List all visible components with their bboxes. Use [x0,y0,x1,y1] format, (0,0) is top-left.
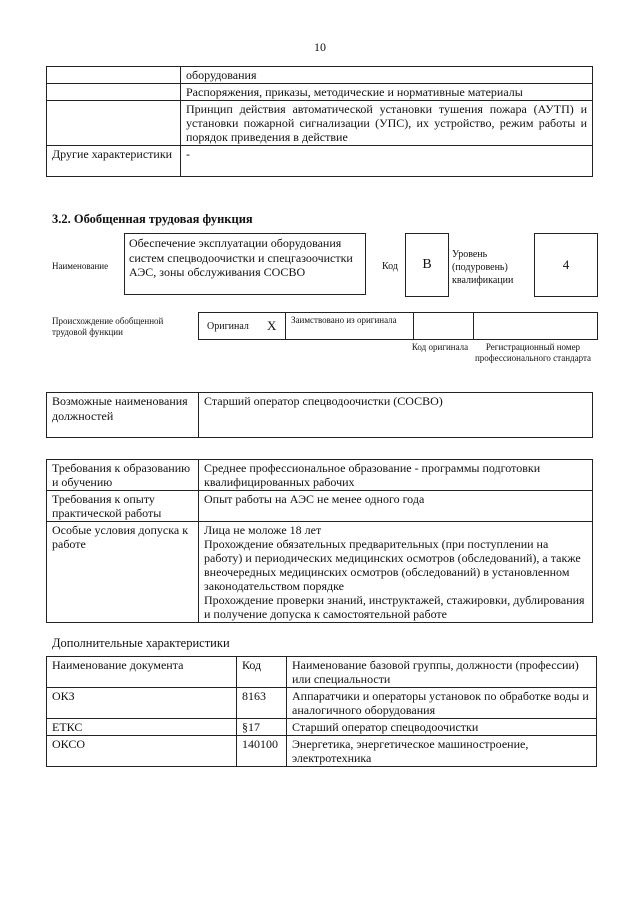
table-row [47,146,593,177]
section-title: 3.2. Обобщенная трудовая функция [52,212,253,226]
table-row [47,84,593,101]
doc-code: 140100 [237,736,287,767]
table-row [47,101,593,146]
doc-code: §17 [237,719,287,736]
table-row [47,688,597,719]
requirement-label: Требования к опыту практической работы [47,491,199,522]
requirement-value: Лица не моложе 18 лет Прохождение обязательных предварительных (при поступлении на работу) и периодических медицинских осмотров (обследований), а также внеочередных медицинских осмотров (обследований) в установленном законодательством порядке Прохождение проверки знаний, инструктажей, стажировки, дублирования и получение допуска к самостоятельной работе [199,522,593,623]
doc-name: ОКЗ [47,688,237,719]
requirements-table [46,459,593,623]
origin-box [198,312,598,340]
level-label: Уровень (подуровень) квалификации [452,249,514,286]
code-label: Код [382,261,398,272]
row-label: Другие характеристики [47,146,181,177]
row-value: Принцип действия автоматической установки тушения пожара (АУТП) и установки пожарной сигнализации (УПС), их устройство, режим работы и порядок приведения в действие [181,101,593,146]
function-name-box [124,233,366,295]
code-box [405,233,449,297]
level-box [534,233,598,297]
doc-name: ОКСО [47,736,237,767]
row-value: Распоряжения, приказы, методические и нормативные материалы [181,84,593,101]
row-label [47,67,181,84]
table-row [47,460,593,491]
original-mark: X [267,318,277,333]
code-value: В [422,257,432,272]
header-doc: Наименование документа [47,657,237,688]
requirement-value: Опыт работы на АЭС не менее одного года [199,491,593,522]
row-value: - [181,146,593,177]
group-name: Старший оператор спецводоочистки [287,719,597,736]
table-row [47,736,597,767]
table-row [47,67,593,84]
origin-label: Происхождение обобщенной трудовой функции [52,316,164,337]
divider [473,313,474,339]
header-group: Наименование базовой группы, должности (профессии) или специальности [287,657,597,688]
group-name: Энергетика, энергетическое машиностроение, электротехника [287,736,597,767]
level-value: 4 [562,257,570,272]
reg-number-caption: Регистрационный номер профессионального стандарта [474,342,592,363]
positions-label: Возможные наименования должностей [47,393,199,438]
table-row [47,491,593,522]
positions-table [46,392,593,438]
table-row [47,719,597,736]
additional-table [46,656,597,767]
group-name: Аппаратчики и операторы установок по обработке воды и аналогичного оборудования [287,688,597,719]
borrowed-label: Заимствовано из оригинала [291,315,397,325]
row-value: оборудования [181,67,593,84]
name-label: Наименование [52,261,109,271]
divider [285,313,286,339]
requirement-label: Особые условия допуска к работе [47,522,199,623]
table-row [47,522,593,623]
page-number: 10 [314,40,326,54]
code-original-caption: Код оригинала [411,342,469,352]
requirement-value: Среднее профессиональное образование - программы подготовки квалифицированных рабочих [199,460,593,491]
positions-value: Старший оператор спецводоочистки (СОСВО) [199,393,593,438]
table-row [47,393,593,438]
doc-code: 8163 [237,688,287,719]
row-label [47,84,181,101]
original-label: Оригинал [207,321,249,332]
function-name: Обеспечение эксплуатации оборудования систем спецводоочистки и спецгазоочистки АЭС, зоны обслуживания СОСВО [129,236,353,279]
header-code: Код [237,657,287,688]
requirement-label: Требования к образованию и обучению [47,460,199,491]
divider [413,313,414,339]
top-table [46,66,593,177]
doc-name: ЕТКС [47,719,237,736]
row-label [47,101,181,146]
table-header-row [47,657,597,688]
additional-title: Дополнительные характеристики [52,636,230,650]
